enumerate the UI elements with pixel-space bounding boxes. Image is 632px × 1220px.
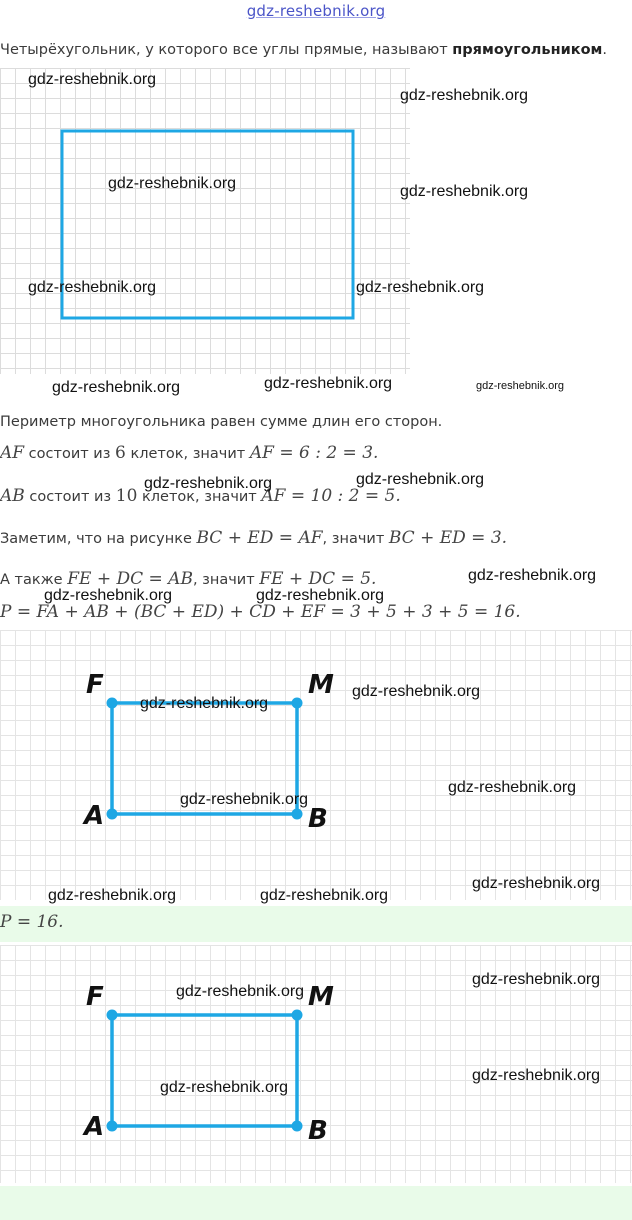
text-l4a: А также [0, 572, 68, 588]
label-m: M [308, 670, 334, 700]
rectangle-figure-1 [0, 0, 632, 420]
watermark: gdz-reshebnik.org [400, 87, 529, 104]
watermark: gdz-reshebnik.org [160, 1079, 289, 1096]
math-ab-eq: AF = 10 : 2 = 5. [261, 486, 401, 506]
label-a-2: A [84, 1112, 105, 1142]
watermark: gdz-reshebnik.org [264, 375, 393, 392]
watermark: gdz-reshebnik.org [472, 875, 601, 892]
label-f: F [86, 670, 104, 700]
watermark: gdz-reshebnik.org [356, 471, 485, 488]
math-l3d: BC + ED = 3. [388, 528, 508, 548]
math-af-eq: AF = 6 : 2 = 3. [249, 443, 379, 463]
vertex-m [292, 698, 303, 709]
text-l3a: Заметим, что на рисунке [0, 531, 197, 547]
label-f-2: F [86, 982, 104, 1012]
watermark: gdz-reshebnik.org [28, 71, 157, 88]
line-bc-ed [0, 528, 507, 548]
perimeter-formula: P = FA + AB + (BC + ED) + CD + EF = 3 + 5 + 3 + 5 = 16. [0, 602, 521, 622]
vertex-b-2 [292, 1121, 303, 1132]
math-af: AF [0, 443, 25, 463]
label-b: B [308, 804, 328, 834]
label-a: A [84, 801, 105, 831]
watermark: gdz-reshebnik.org [260, 887, 389, 904]
label-b-2: B [308, 1116, 328, 1146]
math-l4d: FE + DC = 5. [259, 569, 377, 589]
line-fe-dc [0, 569, 376, 589]
vertex-a-2 [107, 1121, 118, 1132]
intro-end: . [602, 42, 608, 58]
math-10: 10 [115, 486, 138, 506]
text-l2d: клеток, значит [137, 489, 262, 505]
intro-text: Четырёхугольник, у которого все углы прямые, называют [0, 42, 453, 58]
text-l3c: , значит [322, 531, 389, 547]
math-l4b: FE + DC = AB [67, 569, 193, 589]
watermark: gdz-reshebnik.org [180, 791, 309, 808]
watermark: gdz-reshebnik.org [476, 380, 565, 392]
watermark: gdz-reshebnik.org [144, 475, 273, 492]
answer-text: P = 16. [0, 912, 64, 932]
rectangle-fmab-2 [112, 1015, 297, 1126]
vertex-f-2 [107, 1010, 118, 1021]
watermark: gdz-reshebnik.org [256, 587, 385, 604]
vertex-b [292, 809, 303, 820]
answer-box-2 [0, 1186, 632, 1220]
math-ab: AB [0, 486, 25, 506]
line-af [0, 443, 378, 463]
watermark: gdz-reshebnik.org [108, 175, 237, 192]
text-l1d: клеток, значит [125, 446, 250, 462]
watermark: gdz-reshebnik.org [28, 279, 157, 296]
math-6: 6 [115, 443, 126, 463]
watermark: gdz-reshebnik.org [48, 887, 177, 904]
perimeter-definition: Периметр многоугольника равен сумме длин его сторон. [0, 414, 443, 430]
watermark: gdz-reshebnik.org [52, 379, 181, 396]
intro-term: прямоугольником [452, 42, 603, 58]
text-l2b: состоит из [24, 489, 116, 505]
watermark: gdz-reshebnik.org [472, 971, 601, 988]
watermark: gdz-reshebnik.org [400, 183, 529, 200]
vertex-m-2 [292, 1010, 303, 1021]
watermark: gdz-reshebnik.org [468, 567, 597, 584]
vertex-f [107, 698, 118, 709]
answer-box [0, 906, 632, 942]
watermark: gdz-reshebnik.org [356, 279, 485, 296]
watermark: gdz-reshebnik.org [44, 587, 173, 604]
watermark: gdz-reshebnik.org [448, 779, 577, 796]
watermark: gdz-reshebnik.org [176, 983, 305, 1000]
text-l1b: состоит из [24, 446, 116, 462]
text-l4c: , значит [192, 572, 260, 588]
watermark: gdz-reshebnik.org [140, 695, 269, 712]
watermark: gdz-reshebnik.org [352, 683, 481, 700]
label-m-2: M [308, 982, 334, 1012]
vertex-a [107, 809, 118, 820]
math-l3b: BC + ED = AF [196, 528, 323, 548]
site-header-link[interactable]: gdz-reshebnik.org [246, 2, 386, 20]
watermark: gdz-reshebnik.org [472, 1067, 601, 1084]
